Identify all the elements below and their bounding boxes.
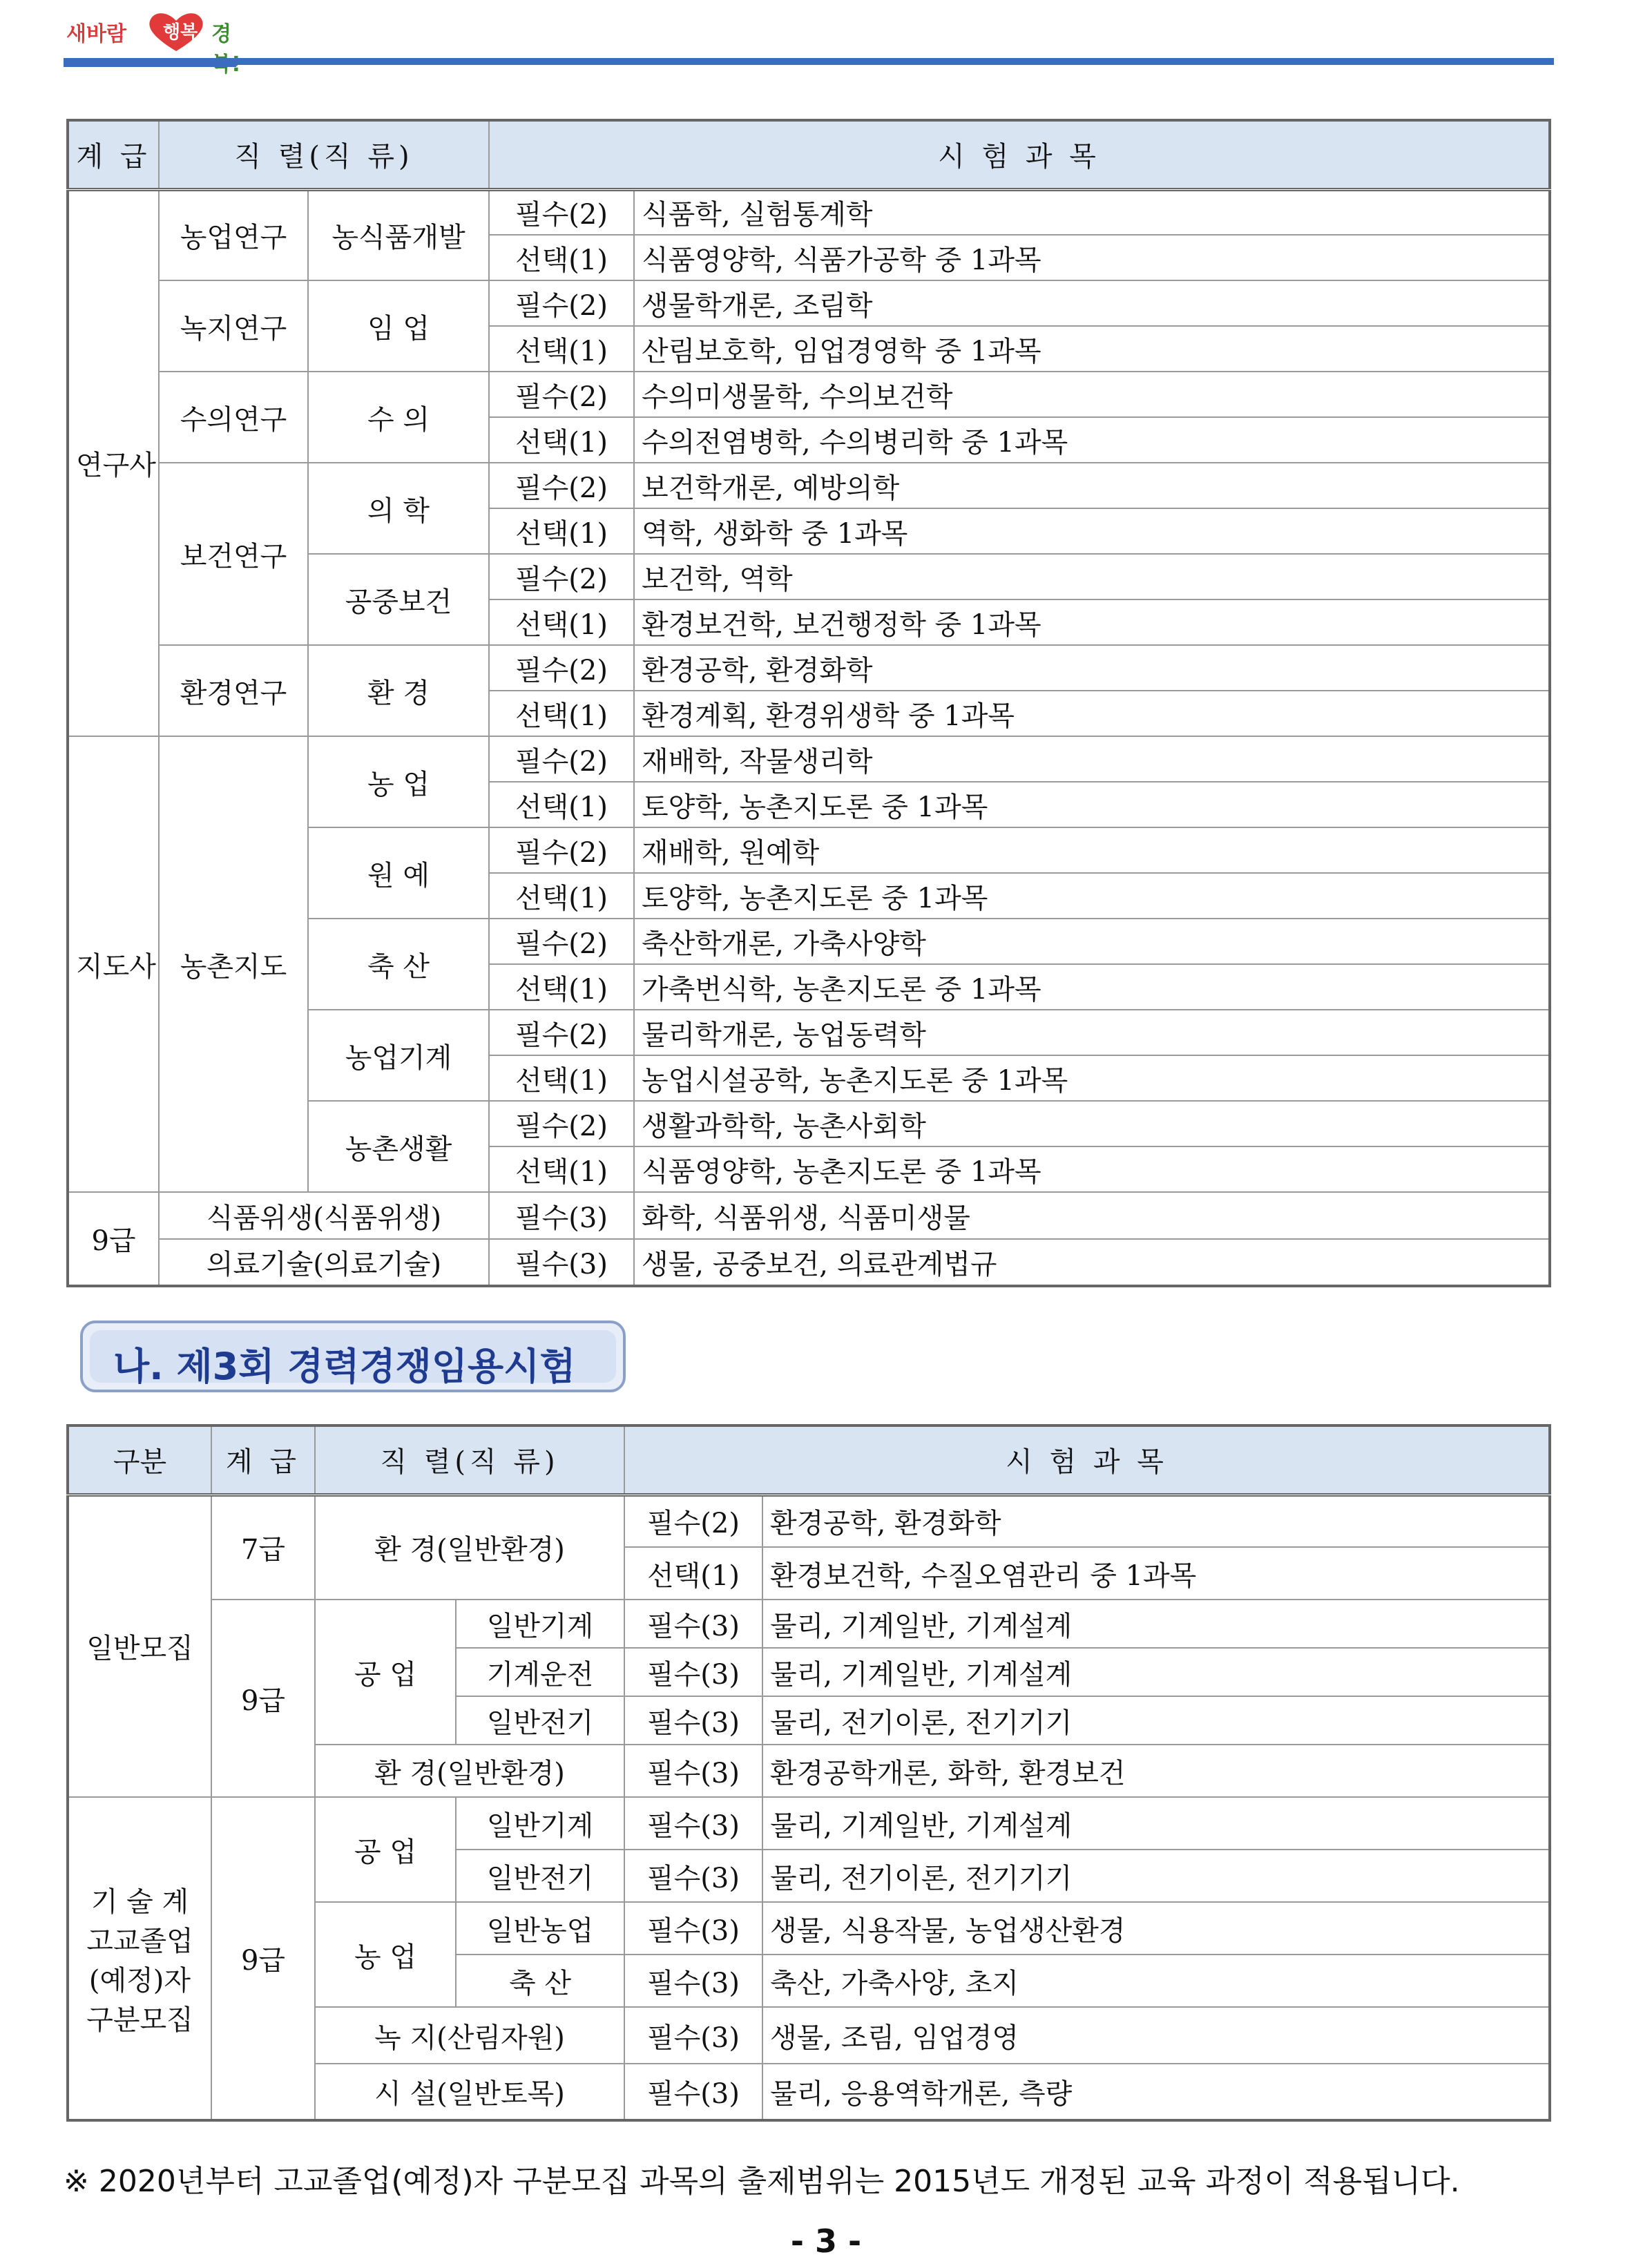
logo-text-2: 행복 (163, 22, 198, 43)
subjects-cell: 토양학, 농촌지도론 중 1과목 (634, 782, 1550, 827)
series-cell: 식품위생(식품위생) (159, 1192, 489, 1239)
header-subjects: 시 험 과 목 (624, 1425, 1550, 1495)
subjects-cell: 화학, 식품위생, 식품미생물 (634, 1192, 1550, 1239)
type-cell: 선택(1) (489, 599, 634, 645)
type-cell: 필수(3) (489, 1192, 634, 1239)
grade-cell: 연구사 (68, 189, 159, 736)
section-title-box (80, 1321, 626, 1392)
subjects-cell: 물리, 기계일반, 기계설계 (762, 1797, 1550, 1850)
type-cell: 필수(3) (624, 1797, 762, 1850)
type-cell: 선택(1) (624, 1547, 762, 1600)
subjects-cell: 수의미생물학, 수의보건학 (634, 372, 1550, 417)
type-cell: 필수(2) (489, 827, 634, 873)
category-line: 고교졸업 (86, 1925, 193, 1957)
grade-cell: 7급 (211, 1495, 315, 1600)
type-cell: 선택(1) (489, 1146, 634, 1192)
subjects-cell: 환경계획, 환경위생학 중 1과목 (634, 691, 1550, 736)
subjects-cell: 역학, 생화학 중 1과목 (634, 508, 1550, 554)
group-cell: 수의연구 (159, 372, 308, 463)
category-line: (예정)자 (88, 1964, 191, 1997)
type-cell: 필수(3) (489, 1239, 634, 1286)
category-line: 구분모집 (86, 2004, 193, 2036)
subjects-cell: 가축번식학, 농촌지도론 중 1과목 (634, 964, 1550, 1010)
header-grade: 계 급 (68, 120, 159, 189)
exam-subjects-table-1 (66, 119, 1551, 1287)
type-cell: 선택(1) (489, 782, 634, 827)
page-number: - 3 - (790, 2222, 862, 2260)
subjects-cell: 환경공학개론, 화학, 환경보건 (762, 1745, 1550, 1797)
type-cell: 선택(1) (489, 508, 634, 554)
type-cell: 필수(3) (624, 1850, 762, 1902)
series-cell: 의 학 (308, 463, 489, 554)
series-cell: 공중보건 (308, 554, 489, 645)
subjects-cell: 물리, 전기이론, 전기기기 (762, 1850, 1550, 1902)
category-cell: 일반모집 (68, 1495, 211, 1797)
grade-cell: 9급 (211, 1600, 315, 1797)
type-cell: 선택(1) (489, 873, 634, 919)
subseries-cell: 일반기계 (456, 1600, 624, 1648)
subjects-cell: 축산, 가축사양, 초지 (762, 1955, 1550, 2007)
type-cell: 필수(3) (624, 2007, 762, 2064)
subjects-cell: 생물, 식용작물, 농업생산환경 (762, 1902, 1550, 1955)
series-cell: 수 의 (308, 372, 489, 463)
header-subjects: 시 험 과 목 (489, 120, 1550, 189)
series-cell: 농 업 (308, 736, 489, 827)
header-divider (64, 58, 1554, 65)
grade-cell: 9급 (68, 1192, 159, 1286)
type-cell: 필수(3) (624, 1902, 762, 1955)
type-cell: 필수(3) (624, 1648, 762, 1696)
type-cell: 필수(2) (489, 280, 634, 326)
series-cell: 농촌생활 (308, 1101, 489, 1192)
type-cell: 필수(3) (624, 2064, 762, 2120)
subjects-cell: 생물, 공중보건, 의료관계법규 (634, 1239, 1550, 1286)
subjects-cell: 재배학, 원예학 (634, 827, 1550, 873)
group-cell: 농업연구 (159, 189, 308, 280)
subjects-cell: 물리, 전기이론, 전기기기 (762, 1696, 1550, 1745)
header-category: 구분 (68, 1425, 211, 1495)
type-cell: 필수(2) (489, 554, 634, 599)
type-cell: 필수(3) (624, 1600, 762, 1648)
subjects-cell: 재배학, 작물생리학 (634, 736, 1550, 782)
subjects-cell: 보건학, 역학 (634, 554, 1550, 599)
logo-text-3: 경 (211, 22, 231, 46)
subseries-cell: 일반기계 (456, 1797, 624, 1850)
subjects-cell: 산림보호학, 임업경영학 중 1과목 (634, 326, 1550, 372)
type-cell: 필수(2) (624, 1495, 762, 1547)
type-cell: 선택(1) (489, 235, 634, 280)
subjects-cell: 물리, 응용역학개론, 측량 (762, 2064, 1550, 2120)
subseries-cell: 일반농업 (456, 1902, 624, 1955)
group-cell: 보건연구 (159, 463, 308, 645)
series-cell: 의료기술(의료기술) (159, 1239, 489, 1286)
subjects-cell: 환경공학, 환경화학 (762, 1495, 1550, 1547)
subjects-cell: 환경보건학, 수질오염관리 중 1과목 (762, 1547, 1550, 1600)
type-cell: 필수(2) (489, 189, 634, 235)
series-cell: 시 설(일반토목) (315, 2064, 624, 2120)
subjects-cell: 물리학개론, 농업동력학 (634, 1010, 1550, 1055)
group-cell: 환경연구 (159, 645, 308, 736)
series-cell: 환 경 (308, 645, 489, 736)
series-cell: 원 예 (308, 827, 489, 919)
category-line: 기 술 계 (90, 1885, 189, 1918)
type-cell: 선택(1) (489, 326, 634, 372)
subseries-cell: 일반전기 (456, 1696, 624, 1745)
subjects-cell: 농업시설공학, 농촌지도론 중 1과목 (634, 1055, 1550, 1101)
type-cell: 선택(1) (489, 1055, 634, 1101)
series-cell: 임 업 (308, 280, 489, 372)
category-cell (68, 1797, 211, 2120)
grade-cell: 지도사 (68, 736, 159, 1192)
exam-subjects-table-2 (66, 1424, 1551, 2122)
series-cell: 공 업 (315, 1600, 456, 1745)
subjects-cell: 생물학개론, 조림학 (634, 280, 1550, 326)
grade-cell: 9급 (211, 1797, 315, 2120)
subseries-cell: 축 산 (456, 1955, 624, 2007)
header-divider-accent (64, 65, 236, 67)
series-cell: 농식품개발 (308, 189, 489, 280)
type-cell: 선택(1) (489, 964, 634, 1010)
series-cell: 환 경(일반환경) (315, 1495, 624, 1600)
subjects-cell: 토양학, 농촌지도론 중 1과목 (634, 873, 1550, 919)
subjects-cell: 보건학개론, 예방의학 (634, 463, 1550, 508)
group-cell: 농촌지도 (159, 736, 308, 1192)
subjects-cell: 환경공학, 환경화학 (634, 645, 1550, 691)
subjects-cell: 식품영양학, 식품가공학 중 1과목 (634, 235, 1550, 280)
header-series: 직 렬(직 류) (315, 1425, 624, 1495)
type-cell: 필수(2) (489, 372, 634, 417)
header-grade: 계 급 (211, 1425, 315, 1495)
type-cell: 선택(1) (489, 417, 634, 463)
type-cell: 필수(2) (489, 1010, 634, 1055)
series-cell: 농업기계 (308, 1010, 489, 1101)
type-cell: 필수(3) (624, 1696, 762, 1745)
subjects-cell: 생활과학학, 농촌사회학 (634, 1101, 1550, 1146)
header-series: 직 렬(직 류) (159, 120, 489, 189)
type-cell: 필수(2) (489, 736, 634, 782)
series-cell: 녹 지(산림자원) (315, 2007, 624, 2064)
subseries-cell: 기계운전 (456, 1648, 624, 1696)
section-title: 나. 제3회 경력경쟁임용시험 (113, 1345, 576, 1388)
series-cell: 환 경(일반환경) (315, 1745, 624, 1797)
type-cell: 필수(2) (489, 1101, 634, 1146)
group-cell: 녹지연구 (159, 280, 308, 372)
series-cell: 농 업 (315, 1902, 456, 2007)
type-cell: 필수(3) (624, 1745, 762, 1797)
series-cell: 공 업 (315, 1797, 456, 1902)
subseries-cell: 일반전기 (456, 1850, 624, 1902)
logo-text-1: 새바람 (66, 22, 126, 46)
footnote: ※ 2020년부터 고교졸업(예정)자 구분모집 과목의 출제범위는 2015년도 개정된 교육 과정이 적용됩니다. (64, 2164, 1460, 2199)
subjects-cell: 식품학, 실험통계학 (634, 189, 1550, 235)
type-cell: 필수(2) (489, 919, 634, 964)
series-cell: 축 산 (308, 919, 489, 1010)
subjects-cell: 생물, 조림, 임업경영 (762, 2007, 1550, 2064)
subjects-cell: 물리, 기계일반, 기계설계 (762, 1648, 1550, 1696)
logo (66, 10, 253, 58)
subjects-cell: 식품영양학, 농촌지도론 중 1과목 (634, 1146, 1550, 1192)
type-cell: 선택(1) (489, 691, 634, 736)
type-cell: 필수(2) (489, 463, 634, 508)
subjects-cell: 물리, 기계일반, 기계설계 (762, 1600, 1550, 1648)
subjects-cell: 환경보건학, 보건행정학 중 1과목 (634, 599, 1550, 645)
type-cell: 필수(3) (624, 1955, 762, 2007)
subjects-cell: 수의전염병학, 수의병리학 중 1과목 (634, 417, 1550, 463)
type-cell: 필수(2) (489, 645, 634, 691)
subjects-cell: 축산학개론, 가축사양학 (634, 919, 1550, 964)
